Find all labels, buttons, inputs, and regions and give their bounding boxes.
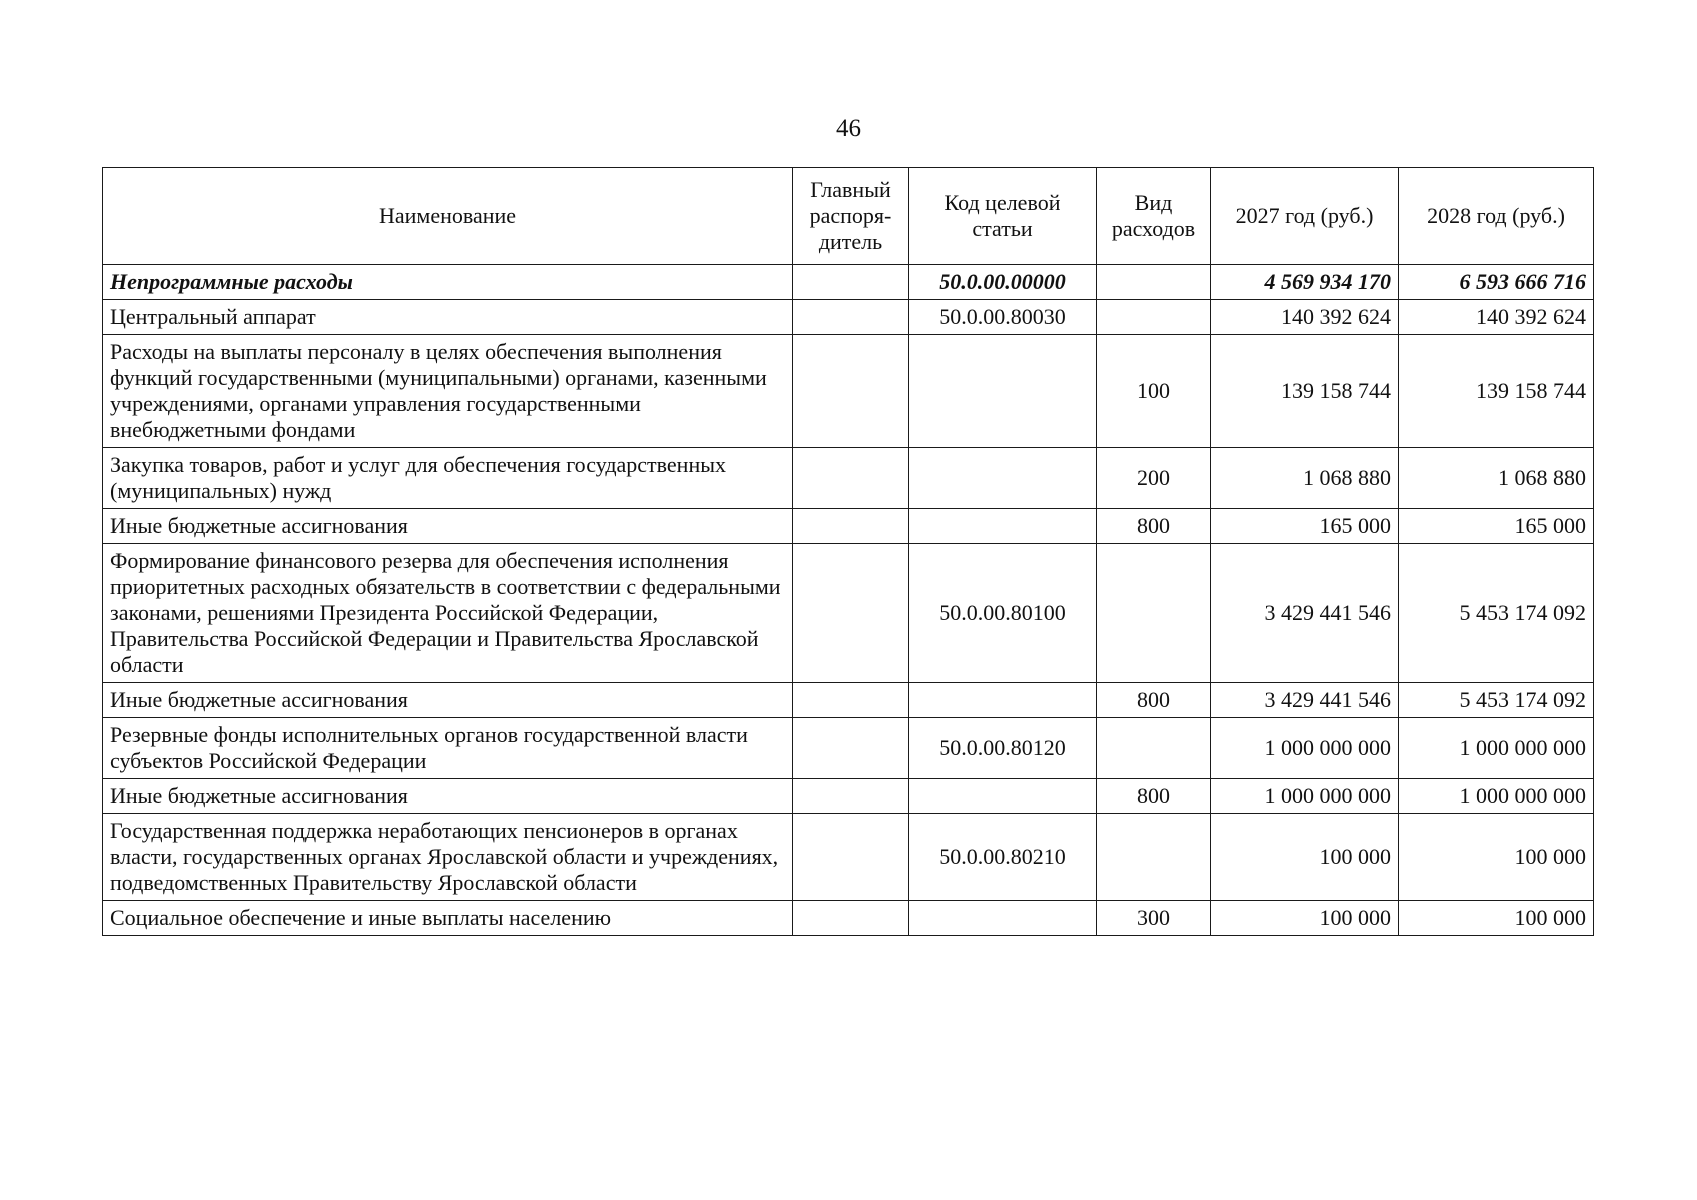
table-body — [103, 265, 1594, 936]
table-row — [103, 335, 1594, 448]
table-row — [103, 901, 1594, 936]
cell-y2028: 140 392 624 — [1399, 300, 1594, 335]
header-2028: 2028 год (руб.) — [1399, 168, 1594, 265]
cell-code: 50.0.00.00000 — [909, 265, 1097, 300]
cell-name: Центральный аппарат — [103, 300, 793, 335]
table-row — [103, 448, 1594, 509]
cell-manager — [793, 265, 909, 300]
cell-type: 800 — [1097, 683, 1211, 718]
cell-manager — [793, 544, 909, 683]
cell-name: Социальное обеспечение и иные выплаты населению — [103, 901, 793, 936]
cell-y2027: 1 068 880 — [1211, 448, 1399, 509]
cell-y2028: 165 000 — [1399, 509, 1594, 544]
table-row — [103, 509, 1594, 544]
cell-code — [909, 779, 1097, 814]
table-row — [103, 718, 1594, 779]
cell-name: Резервные фонды исполнительных органов государственной власти субъектов Российской Федерации — [103, 718, 793, 779]
cell-type: 200 — [1097, 448, 1211, 509]
page-number: 46 — [836, 115, 861, 142]
table-row — [103, 544, 1594, 683]
cell-code: 50.0.00.80120 — [909, 718, 1097, 779]
cell-y2027: 139 158 744 — [1211, 335, 1399, 448]
cell-y2027: 165 000 — [1211, 509, 1399, 544]
cell-y2027: 100 000 — [1211, 901, 1399, 936]
cell-type — [1097, 300, 1211, 335]
cell-y2028: 1 000 000 000 — [1399, 779, 1594, 814]
table-row — [103, 300, 1594, 335]
cell-manager — [793, 901, 909, 936]
cell-name: Иные бюджетные ассигнования — [103, 509, 793, 544]
cell-type — [1097, 265, 1211, 300]
cell-manager — [793, 718, 909, 779]
table-row — [103, 814, 1594, 901]
header-type: Вид расходов — [1097, 168, 1211, 265]
header-2027: 2027 год (руб.) — [1211, 168, 1399, 265]
cell-code — [909, 683, 1097, 718]
header-name: Наименование — [103, 168, 793, 265]
cell-manager — [793, 448, 909, 509]
cell-y2028: 5 453 174 092 — [1399, 544, 1594, 683]
cell-y2027: 1 000 000 000 — [1211, 779, 1399, 814]
cell-manager — [793, 300, 909, 335]
cell-y2027: 3 429 441 546 — [1211, 544, 1399, 683]
cell-name: Государственная поддержка неработающих пенсионеров в органах власти, государственных органах Ярославской области и учреждениях, подведомственных Правительству Ярославской области — [103, 814, 793, 901]
cell-manager — [793, 335, 909, 448]
cell-manager — [793, 814, 909, 901]
cell-name: Непрограммные расходы — [103, 265, 793, 300]
cell-type: 300 — [1097, 901, 1211, 936]
cell-type: 800 — [1097, 779, 1211, 814]
table-row — [103, 779, 1594, 814]
cell-y2027: 4 569 934 170 — [1211, 265, 1399, 300]
budget-table — [102, 167, 1594, 936]
cell-name: Формирование финансового резерва для обеспечения исполнения приоритетных расходных обязательств в соответствии с федеральными законами, решениями Президента Российской Федерации, Правительства Российской Федерации и Правительства Ярославской области — [103, 544, 793, 683]
header-manager: Главный распоря-дитель — [793, 168, 909, 265]
cell-type — [1097, 718, 1211, 779]
table-row — [103, 683, 1594, 718]
cell-name: Закупка товаров, работ и услуг для обеспечения государственных (муниципальных) нужд — [103, 448, 793, 509]
cell-manager — [793, 683, 909, 718]
cell-y2027: 140 392 624 — [1211, 300, 1399, 335]
cell-name: Расходы на выплаты персоналу в целях обеспечения выполнения функций государственными (муниципальными) органами, казенными учреждениями, органами управления государственными внебюджетными фондами — [103, 335, 793, 448]
cell-name: Иные бюджетные ассигнования — [103, 779, 793, 814]
cell-y2028: 139 158 744 — [1399, 335, 1594, 448]
header-row — [103, 168, 1594, 265]
cell-y2027: 100 000 — [1211, 814, 1399, 901]
cell-type: 800 — [1097, 509, 1211, 544]
cell-type — [1097, 814, 1211, 901]
cell-y2028: 100 000 — [1399, 901, 1594, 936]
cell-name: Иные бюджетные ассигнования — [103, 683, 793, 718]
cell-code: 50.0.00.80210 — [909, 814, 1097, 901]
cell-y2028: 1 068 880 — [1399, 448, 1594, 509]
cell-code: 50.0.00.80030 — [909, 300, 1097, 335]
cell-y2027: 1 000 000 000 — [1211, 718, 1399, 779]
cell-code — [909, 335, 1097, 448]
cell-code — [909, 901, 1097, 936]
cell-type: 100 — [1097, 335, 1211, 448]
cell-y2028: 5 453 174 092 — [1399, 683, 1594, 718]
cell-y2028: 6 593 666 716 — [1399, 265, 1594, 300]
header-code: Код целевой статьи — [909, 168, 1097, 265]
cell-code — [909, 509, 1097, 544]
cell-code: 50.0.00.80100 — [909, 544, 1097, 683]
cell-manager — [793, 779, 909, 814]
table-row — [103, 265, 1594, 300]
cell-y2028: 1 000 000 000 — [1399, 718, 1594, 779]
cell-type — [1097, 544, 1211, 683]
cell-y2027: 3 429 441 546 — [1211, 683, 1399, 718]
cell-y2028: 100 000 — [1399, 814, 1594, 901]
cell-code — [909, 448, 1097, 509]
cell-manager — [793, 509, 909, 544]
